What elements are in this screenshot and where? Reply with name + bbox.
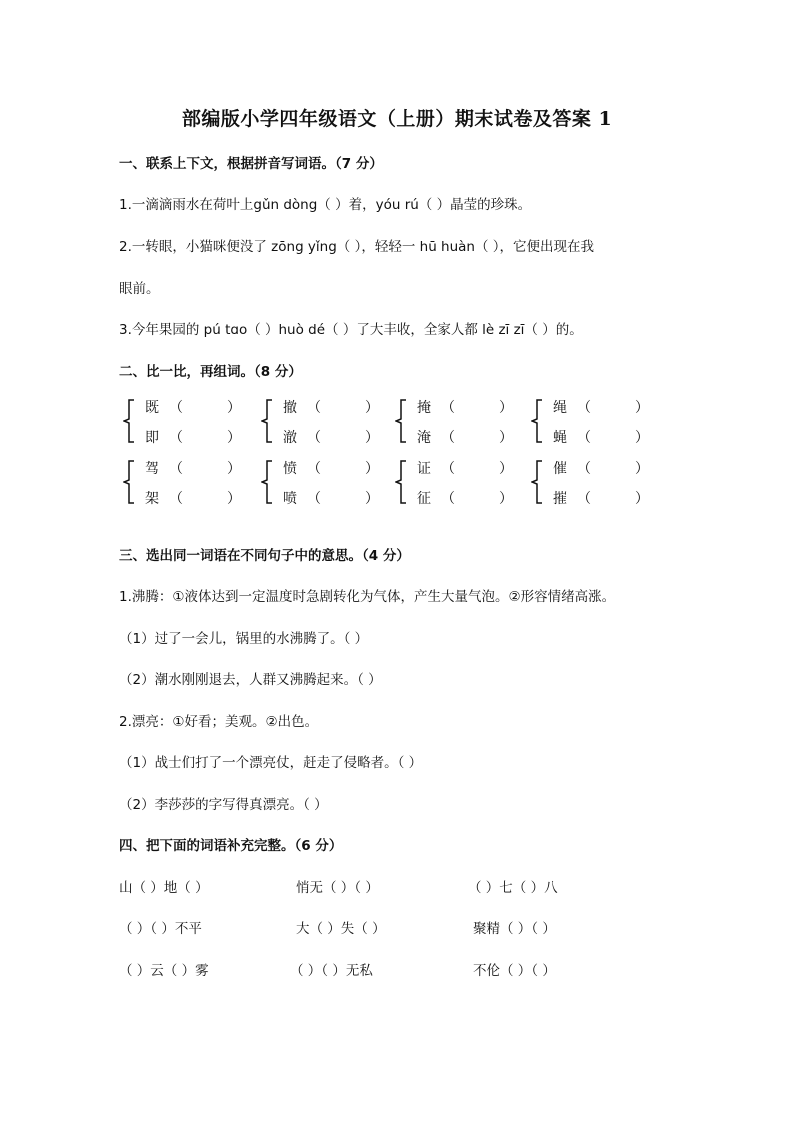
group-char-bottom: 即 [145,430,159,446]
question-1-1: 1.一滴滴雨水在荷叶上gǔn dòng（ ）着，yóu rú（ ）晶莹的珍珠。 [119,197,532,213]
group-char-top: 既 [145,400,159,416]
paren-close: ） [635,400,649,416]
idiom-blank: （ ）（ ）无私 [290,963,373,979]
brace-icon [395,460,407,504]
page-title: 部编版小学四年级语文（上册）期末试卷及答案 1 [181,108,613,130]
word-group [257,393,387,449]
word-group [257,454,387,510]
question-1-2-line1: 2.一转眼，小猫咪便没了 zōng yǐng（ ），轻轻一 hū huàn（ ），它便出现在我 [119,239,595,255]
section3-heading: 三、选出同一词语在不同句子中的意思。（4 分） [119,548,410,564]
brace-icon [395,399,407,443]
brace-icon [261,399,273,443]
word-group [119,454,249,510]
paren-close: ） [499,461,513,477]
idiom-blank: （ ）（ ）不平 [119,921,202,937]
compare-words-grid [119,393,659,518]
word-group [391,393,521,449]
paren-open: （ [307,461,321,477]
group-char-bottom: 喷 [283,491,297,507]
paren-open: （ [577,400,591,416]
paren-close: ） [227,491,241,507]
paren-close: ） [365,430,379,446]
paren-open: （ [169,461,183,477]
group-char-bottom: 淹 [417,430,431,446]
paren-close: ） [635,491,649,507]
paren-close: ） [227,430,241,446]
paren-open: （ [441,430,455,446]
group-char-top: 驾 [145,461,159,477]
word-group [527,393,657,449]
idiom-blank: 悄无（ ）（ ） [296,880,379,896]
section1-heading: 一、联系上下文，根据拼音写词语。（7 分） [119,156,383,172]
paren-open: （ [577,430,591,446]
group-char-bottom: 摧 [553,491,567,507]
word-group [527,454,657,510]
paren-close: ） [499,491,513,507]
brace-icon [261,460,273,504]
paren-open: （ [441,491,455,507]
paren-close: ） [365,400,379,416]
paren-close: ） [227,400,241,416]
paren-open: （ [307,491,321,507]
word-group [391,454,521,510]
group-char-top: 绳 [553,400,567,416]
paren-close: ） [365,461,379,477]
group-char-bottom: 征 [417,491,431,507]
idiom-blank: 不伦（ ）（ ） [473,963,556,979]
paren-close: ） [365,491,379,507]
brace-icon [531,399,543,443]
paren-open: （ [307,430,321,446]
definition-line: 2.漂亮：①好看；美观。②出色。 [119,714,319,730]
idiom-blank: 聚精（ ）（ ） [473,921,556,937]
question-sentence: （1）过了一会儿，锅里的水沸腾了。（ ） [119,631,369,647]
paren-close: ） [499,400,513,416]
paren-open: （ [307,400,321,416]
brace-icon [123,460,135,504]
question-sentence: （2）李莎莎的字写得真漂亮。（ ） [119,797,328,813]
paren-close: ） [635,461,649,477]
question-sentence: （2）潮水刚刚退去，人群又沸腾起来。（ ） [119,672,382,688]
question-1-3: 3.今年果园的 pú tɑo（ ）huò dé（ ）了大丰收，全家人都 lè zī zī（ ）的。 [119,322,583,338]
group-char-top: 掩 [417,400,431,416]
paren-open: （ [441,400,455,416]
group-char-top: 愤 [283,461,297,477]
paren-open: （ [577,461,591,477]
paren-close: ） [499,430,513,446]
paren-close: ） [227,461,241,477]
paren-close: ） [635,430,649,446]
idiom-blank: 大（ ）失（ ） [296,921,386,937]
brace-icon [123,399,135,443]
word-group [119,393,249,449]
group-char-top: 证 [417,461,431,477]
paren-open: （ [441,461,455,477]
definition-line: 1.沸腾：①液体达到一定温度时急剧转化为气体，产生大量气泡。②形容情绪高涨。 [119,589,616,605]
group-char-bottom: 澈 [283,430,297,446]
group-char-bottom: 蝇 [553,430,567,446]
group-char-top: 撤 [283,400,297,416]
question-1-2-line2: 眼前。 [119,281,160,297]
brace-icon [531,460,543,504]
idiom-blank: 山（ ）地（ ） [119,880,209,896]
paren-open: （ [577,491,591,507]
paren-open: （ [169,400,183,416]
section2-heading: 二、比一比，再组词。（8 分） [119,364,302,380]
idiom-blank: （ ）云（ ）雾 [119,963,209,979]
idiom-blank: （ ）七（ ）八 [468,880,558,896]
paren-open: （ [169,491,183,507]
question-sentence: （1）战士们打了一个漂亮仗，赶走了侵略者。（ ） [119,755,423,771]
group-char-bottom: 架 [145,491,159,507]
section4-heading: 四、把下面的词语补充完整。（6 分） [119,838,343,854]
paren-open: （ [169,430,183,446]
group-char-top: 催 [553,461,567,477]
